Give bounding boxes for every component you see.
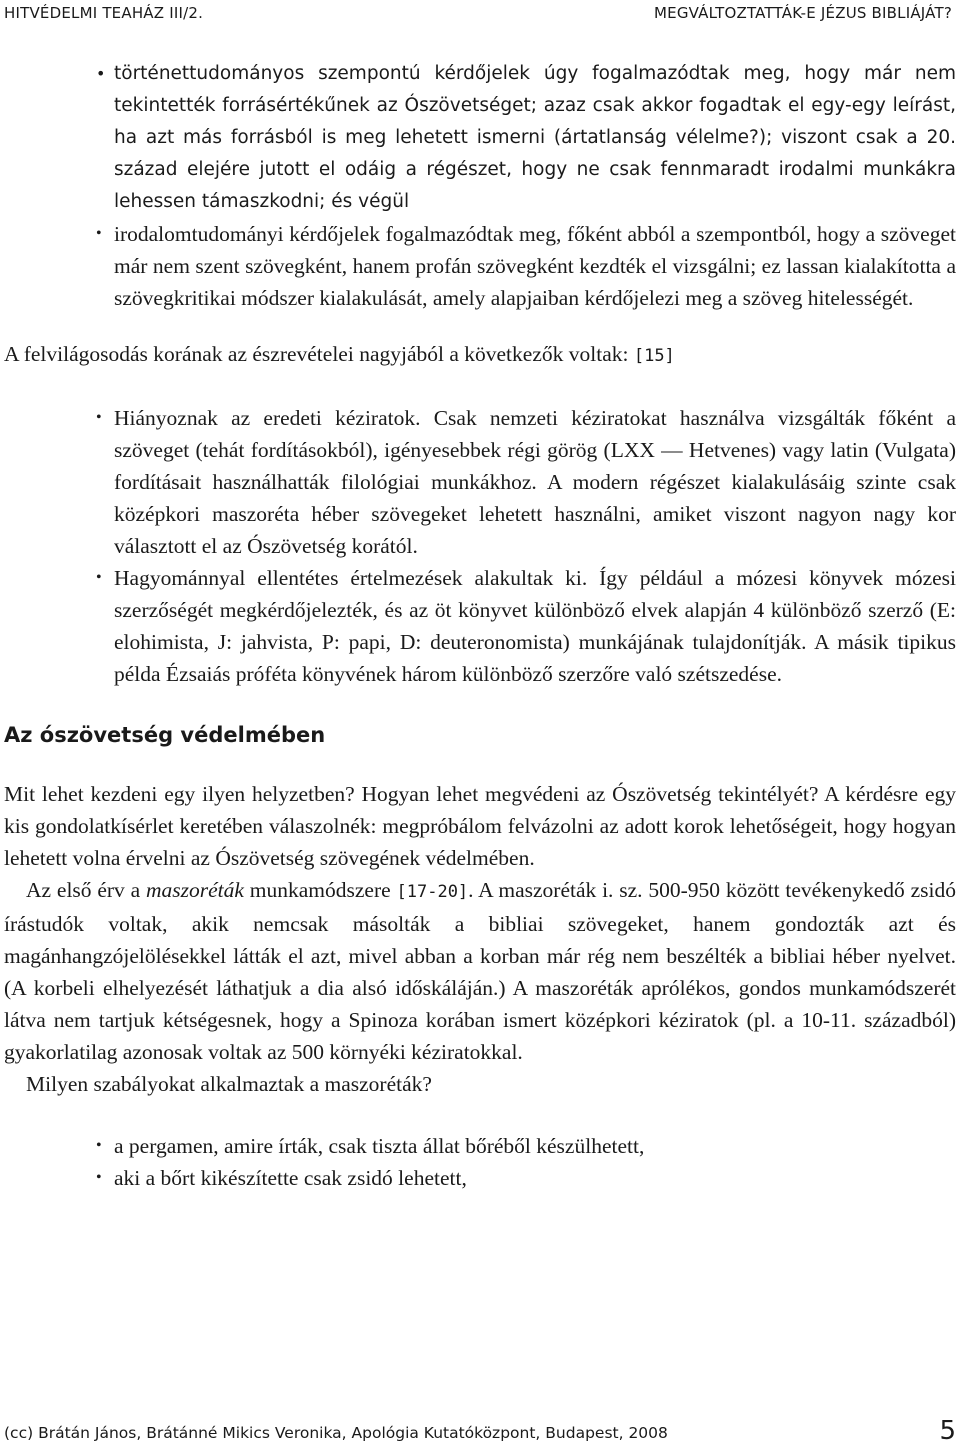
paragraph-text: Az első érv a <box>26 878 141 902</box>
emphasis: maszoréták <box>146 878 244 902</box>
running-header-left: HITVÉDELMI TEAHÁZ III/2. <box>4 4 204 22</box>
list-item: • irodalomtudományi kérdőjelek fogalmazódtak meg, főként abból a szempontból, hogy a szöveget már nem szent szövegként, hanem profán szövegként kezdték el vizsgálni; ez lassan kialakította a szövegkritikai módszer kialakulását, amely alapjaiban kérdőjelezi meg a szöveg hitelességét. <box>4 218 956 314</box>
paragraph-text: . A maszoréták i. sz. 500-950 között tevékenykedő zsidó írástudók voltak, akik nemcsak másolták a bibliai szövegeket, hanem gondozták azt és magánhangzójelölésekkel látták el azt, mivel abban a korban már rég nem beszélték a bibliai héber nyelvet. (A korbeli elhelyezését láthatjuk a dia alsó időskáláján.) A maszoréták aprólékos, gondos munkamódszerét látva nem tartjuk kétségesnek, hogy a Spinoza korában ismert középkori kéziratok (pl. a 10-11. századból) gyakorlatilag azonosak voltak az 500 környéki kéziratokkal. <box>4 878 957 1064</box>
intro-text: A felvilágosodás korának az észrevételei nagyjából a következők voltak: <box>4 342 629 366</box>
list-item: • Hagyománnyal ellentétes értelmezések alakultak ki. Így például a mózesi könyvek mózesi szerzőségét megkérdőjelezték, és az öt könyvet különböző elvek alapján 4 különböző szerző (E: elohimista, J: jahvista, P: papi, D: deuteronomista) munkájának tulajdonítják. A másik tipikus példa Ézsaiás próféta könyvének három különböző szerzőre való szétszedése. <box>4 562 956 690</box>
bottom-bullet-list <box>4 1130 956 1194</box>
citation: [17-20] <box>396 882 469 902</box>
paragraph <box>4 874 956 1068</box>
top-bullet-list <box>4 58 956 314</box>
list-item: • történettudományos szempontú kérdőjelek úgy fogalmazódtak meg, hogy már nem tekintették forrásértékűnek az Ószövetséget; azaz csak akkor fogadtak el egy-egy leírást, ha azt más forrásból is meg lehetett ismerni (ártatlanság vélelme?); viszont csak a 20. század elejére jutott el odáig a régészet, hogy ne csak fennmaradt irodalmi munkákra lehessen támaszkodni; és végül <box>4 58 956 218</box>
page-number: 5 <box>939 1416 956 1446</box>
section-title: Az ószövetség védelmében <box>4 723 326 747</box>
page-content <box>4 58 956 1194</box>
list-item: • aki a bőrt kikészítette csak zsidó lehetett, <box>4 1162 956 1194</box>
list-item: • Hiányoznak az eredeti kéziratok. Csak nemzeti kéziratokat használva vizsgálták főként a szöveget (tehát fordításokból), igényesebbek régi görög (LXX — Hetvenes) vagy latin (Vulgata) fordításait használhatták filológiai munkákhoz. A modern régészet kialakulásáig szinte csak középkori maszoréta héber szövegeket lehetett használni, amiket viszont nagyon nagy kor választott el az Ószövetség korától. <box>4 402 956 562</box>
intro-paragraph <box>4 338 956 372</box>
running-header-right: MEGVÁLTOZTATTÁK-E JÉZUS BIBLIÁJÁT? <box>654 4 952 22</box>
footer-credit: (cc) Brátán János, Brátánné Mikics Veronika, Apológia Kutatóközpont, Budapest, 2008 <box>4 1424 668 1442</box>
paragraph: Mit lehet kezdeni egy ilyen helyzetben? Hogyan lehet megvédeni az Ószövetség tekintélyét? A kérdésre egy kis gondolatkísérlet keretében válaszolnék: megpróbálom felvázolni az adott korok lehetőségeit, hogy hogyan lehetett volna érvelni az Ószövetség szövegének védelmében. <box>4 782 956 870</box>
citation: [15] <box>633 346 675 366</box>
paragraph: Milyen szabályokat alkalmaztak a maszoréták? <box>26 1072 432 1096</box>
list-item: • a pergamen, amire írták, csak tiszta állat bőréből készülhetett, <box>4 1130 956 1162</box>
middle-bullet-list <box>4 402 956 690</box>
paragraph-text: munkamódszere <box>249 878 391 902</box>
